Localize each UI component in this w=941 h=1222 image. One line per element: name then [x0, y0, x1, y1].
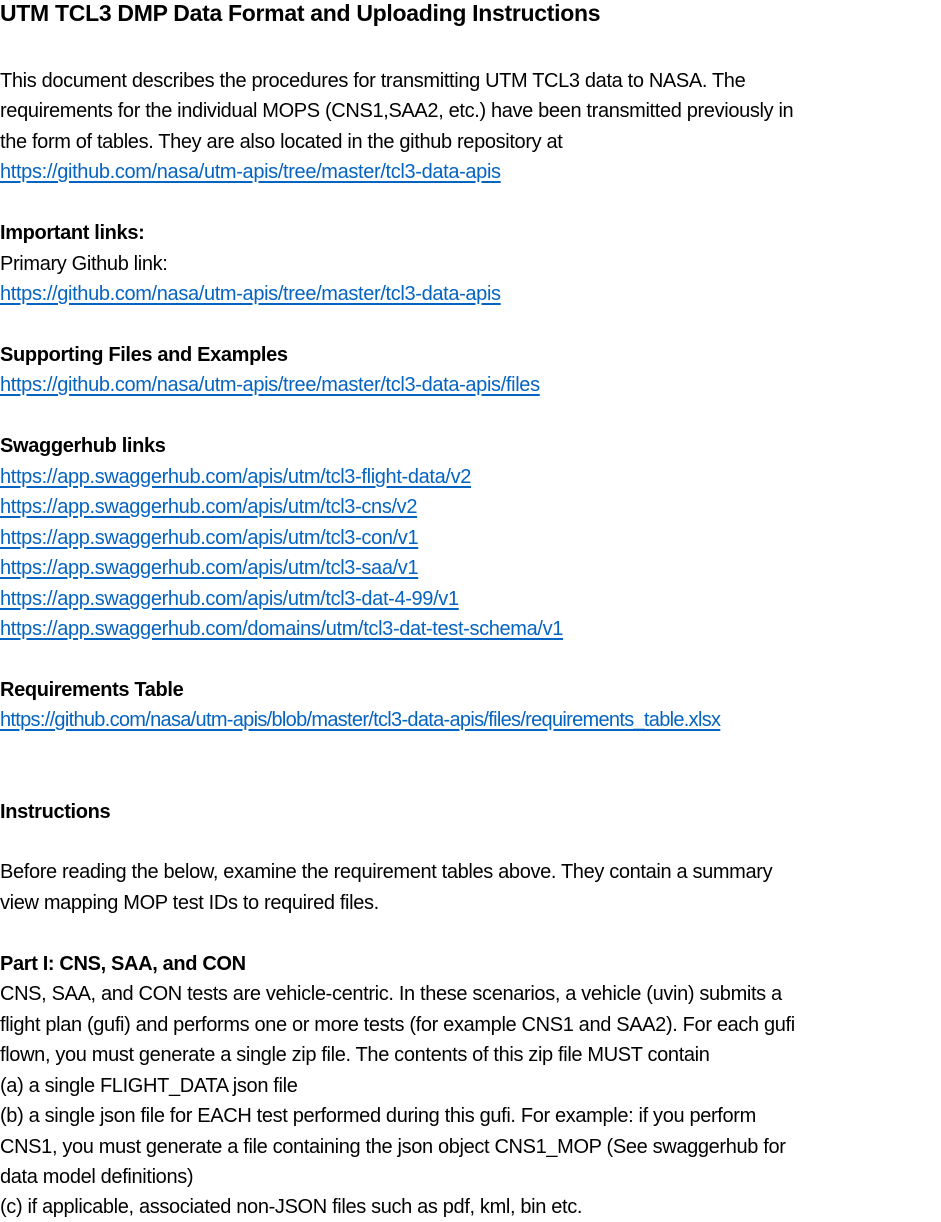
swaggerhub-link-dat[interactable]: https://app.swaggerhub.com/apis/utm/tcl3-dat-4-99/v1	[0, 588, 459, 610]
instructions-line-2: view mapping MOP test IDs to required files.	[0, 892, 379, 914]
instructions-line-1: Before reading the below, examine the requirement tables above. They contain a summary	[0, 861, 773, 883]
swaggerhub-link-saa[interactable]: https://app.swaggerhub.com/apis/utm/tcl3-saa/v1	[0, 557, 419, 579]
part1-line-4: (a) a single FLIGHT_DATA json file	[0, 1075, 298, 1097]
swaggerhub-link-flight-data[interactable]: https://app.swaggerhub.com/apis/utm/tcl3-flight-data/v2	[0, 466, 472, 488]
supporting-files-heading: Supporting Files and Examples	[0, 344, 288, 366]
supporting-files-link[interactable]: https://github.com/nasa/utm-apis/tree/master/tcl3-data-apis/files	[0, 374, 540, 396]
part1-line-1: CNS, SAA, and CON tests are vehicle-centric. In these scenarios, a vehicle (uvin) submits a	[0, 983, 782, 1005]
intro-github-link[interactable]: https://github.com/nasa/utm-apis/tree/master/tcl3-data-apis	[0, 161, 501, 183]
intro-line-1: This document describes the procedures for transmitting UTM TCL3 data to NASA. The	[0, 70, 746, 92]
part1-line-5: (b) a single json file for EACH test performed during this gufi. For example: if you perform	[0, 1105, 756, 1127]
swaggerhub-link-con[interactable]: https://app.swaggerhub.com/apis/utm/tcl3-con/v1	[0, 527, 419, 549]
intro-line-3: the form of tables. They are also located in the github repository at	[0, 131, 563, 153]
part1-heading: Part I: CNS, SAA, and CON	[0, 953, 246, 975]
important-links-heading: Important links:	[0, 222, 145, 244]
part1-line-6: CNS1, you must generate a file containing the json object CNS1_MOP (See swaggerhub for	[0, 1136, 786, 1158]
intro-line-2: requirements for the individual MOPS (CNS1,SAA2, etc.) have been transmitted previously in	[0, 100, 794, 122]
part1-line-8: (c) if applicable, associated non-JSON files such as pdf, kml, bin etc.	[0, 1196, 583, 1218]
requirements-table-link[interactable]: https://github.com/nasa/utm-apis/blob/master/tcl3-data-apis/files/requirements_table.xlsx	[0, 709, 721, 731]
swaggerhub-heading: Swaggerhub links	[0, 435, 166, 457]
primary-github-label: Primary Github link:	[0, 253, 168, 275]
part1-line-3: flown, you must generate a single zip file. The contents of this zip file MUST contain	[0, 1044, 710, 1066]
part1-line-7: data model definitions)	[0, 1166, 194, 1188]
instructions-heading: Instructions	[0, 801, 111, 823]
part1-line-2: flight plan (gufi) and performs one or more tests (for example CNS1 and SAA2). For each gufi	[0, 1014, 795, 1036]
document-title: UTM TCL3 DMP Data Format and Uploading Instructions	[0, 0, 601, 26]
requirements-table-heading: Requirements Table	[0, 679, 184, 701]
swaggerhub-link-dat-test-schema[interactable]: https://app.swaggerhub.com/domains/utm/tcl3-dat-test-schema/v1	[0, 618, 564, 640]
primary-github-link[interactable]: https://github.com/nasa/utm-apis/tree/master/tcl3-data-apis	[0, 283, 501, 305]
swaggerhub-link-cns[interactable]: https://app.swaggerhub.com/apis/utm/tcl3-cns/v2	[0, 496, 418, 518]
